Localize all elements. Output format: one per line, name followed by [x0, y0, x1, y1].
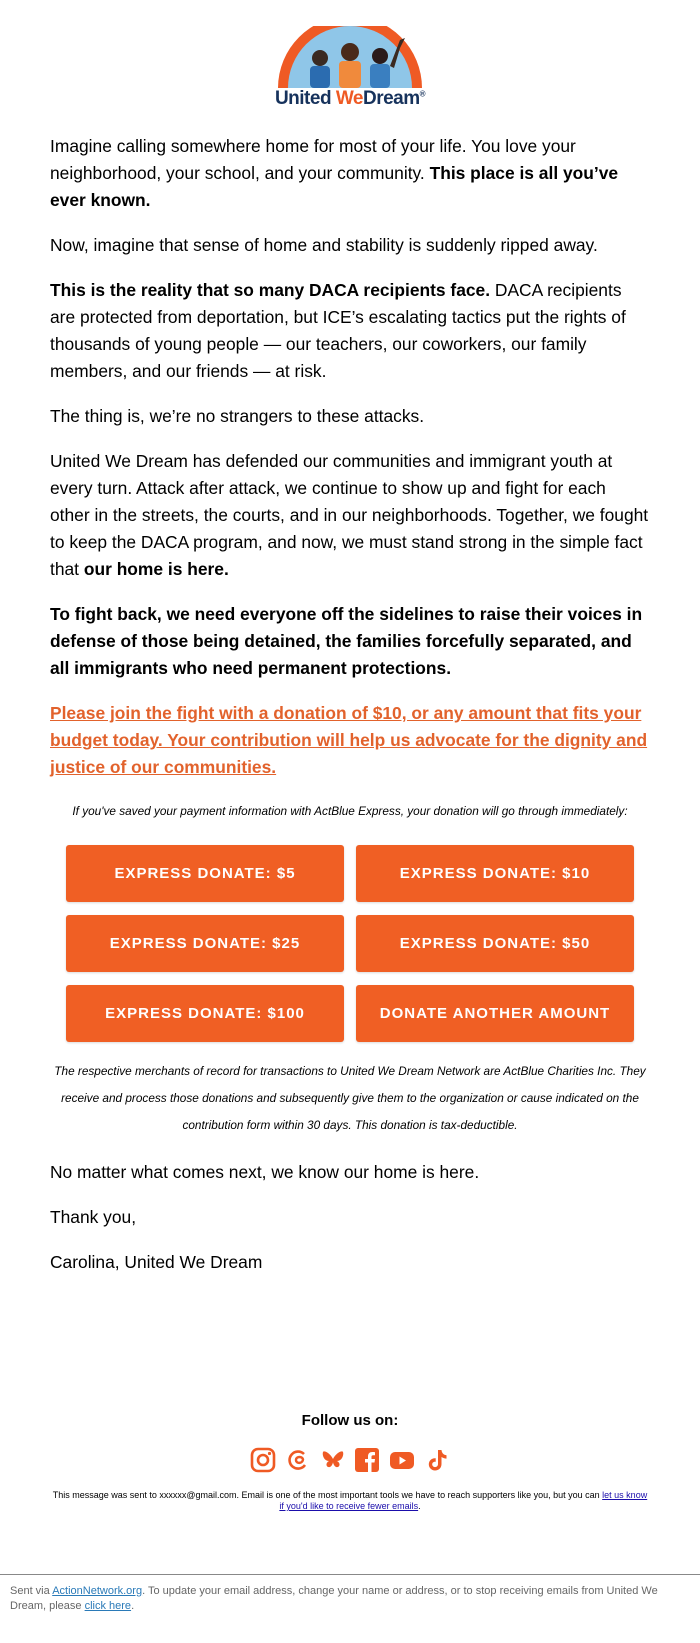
cta-paragraph [50, 700, 650, 781]
express-donate-100-button[interactable]: EXPRESS DONATE: $100 [66, 985, 344, 1042]
express-donate-10-button[interactable]: EXPRESS DONATE: $10 [356, 845, 634, 902]
legal-text: This message was sent to xxxxxx@gmail.com. Email is one of the most important tools we have to reach supporters like you, but you can [52, 1490, 603, 1500]
logo-word-dream: Dream [363, 88, 420, 109]
paragraph-1-bold: This place is all you’ve ever known. [50, 163, 619, 210]
fewer-emails-link[interactable]: let us know if you'd like to receive fewer emails [279, 1490, 648, 1511]
logo-wordmark [260, 88, 440, 110]
thank-you-line: Thank you, [50, 1207, 137, 1227]
facebook-icon[interactable] [354, 1447, 380, 1473]
instagram-icon[interactable] [250, 1447, 276, 1473]
express-note: If you've saved your payment information with ActBlue Express, your donation will go through immediately: [72, 804, 628, 818]
paragraph-6 [50, 601, 650, 682]
closing-line: No matter what comes next, we know our home is here. [50, 1162, 480, 1182]
donate-another-amount-button[interactable]: DONATE ANOTHER AMOUNT [356, 985, 634, 1042]
footer-middle: . To update your email address, change your name or address, or to stop receiving emails from United We Dream, please [10, 1585, 658, 1612]
registered-mark: ® [419, 89, 426, 99]
logo-graphic [260, 26, 440, 88]
paragraph-1 [50, 133, 650, 214]
tiktok-icon[interactable] [424, 1447, 450, 1473]
threads-icon[interactable] [285, 1447, 311, 1473]
logo-word-united: United [274, 88, 336, 109]
social-icons [250, 1447, 450, 1477]
signature: Carolina, United We Dream [50, 1252, 263, 1272]
express-donate-50-button[interactable]: EXPRESS DONATE: $50 [356, 915, 634, 972]
paragraph-4: The thing is, we’re no strangers to these attacks. [50, 406, 425, 426]
paragraph-5-text: United We Dream has defended our communities and immigrant youth at every turn. Attack after attack, we continue to show up and fight for each other in the streets, the courts, and in our neighborhoods. Together, we fought to keep the DACA program, and now, we must stand strong in the simple fact that [50, 451, 649, 579]
footer-end: . [131, 1600, 135, 1612]
footer-divider [0, 1574, 700, 1575]
footer [10, 1584, 670, 1614]
merchant-note: The respective merchants of record for transactions to United We Dream Network are ActBlue Charities Inc. They receive and process those donations and subsequently give them to the organization or cause indicated on the contribution form within 30 days. This donation is tax-deductible. [54, 1064, 646, 1132]
youtube-icon[interactable] [389, 1447, 415, 1473]
follow-us-label: Follow us on: [301, 1412, 399, 1429]
paragraph-3 [50, 277, 650, 385]
legal-notice [50, 1490, 650, 1512]
email-body [50, 133, 650, 799]
unsubscribe-link[interactable]: click here [84, 1600, 132, 1612]
paragraph-3-text: DACA recipients are protected from deportation, but ICE’s escalating tactics put the rights of thousands of young people — our teachers, our coworkers, our family members, and our friends — at risk. [50, 280, 626, 381]
paragraph-2: Now, imagine that sense of home and stability is suddenly ripped away. [50, 235, 598, 255]
bluesky-icon[interactable] [320, 1447, 346, 1473]
legal-end: . [418, 1501, 421, 1511]
footer-prefix: Sent via [10, 1585, 53, 1597]
express-donate-5-button[interactable]: EXPRESS DONATE: $5 [66, 845, 344, 902]
actionnetwork-link[interactable]: ActionNetwork.org [52, 1585, 143, 1597]
donate-cta-link[interactable]: Please join the fight with a donation of $10, or any amount that fits your budget today. Your contribution will help us advocate for the dignity and justice of our communities. [50, 703, 648, 777]
logo-word-we: We [335, 88, 363, 109]
paragraph-3-bold: This is the reality that so many DACA recipients face. [50, 280, 491, 300]
paragraph-5-bold: our home is here. [83, 559, 229, 579]
paragraph-5 [50, 448, 650, 583]
united-we-dream-logo[interactable] [260, 26, 440, 116]
closing-section [50, 1159, 650, 1294]
paragraph-1-text: Imagine calling somewhere home for most of your life. You love your neighborhood, your school, and your community. [50, 136, 576, 183]
paragraph-6-bold: To fight back, we need everyone off the sidelines to raise their voices in defense of those being detained, the families forcefully separated, and all immigrants who need permanent protections. [50, 604, 643, 678]
express-donate-25-button[interactable]: EXPRESS DONATE: $25 [66, 915, 344, 972]
